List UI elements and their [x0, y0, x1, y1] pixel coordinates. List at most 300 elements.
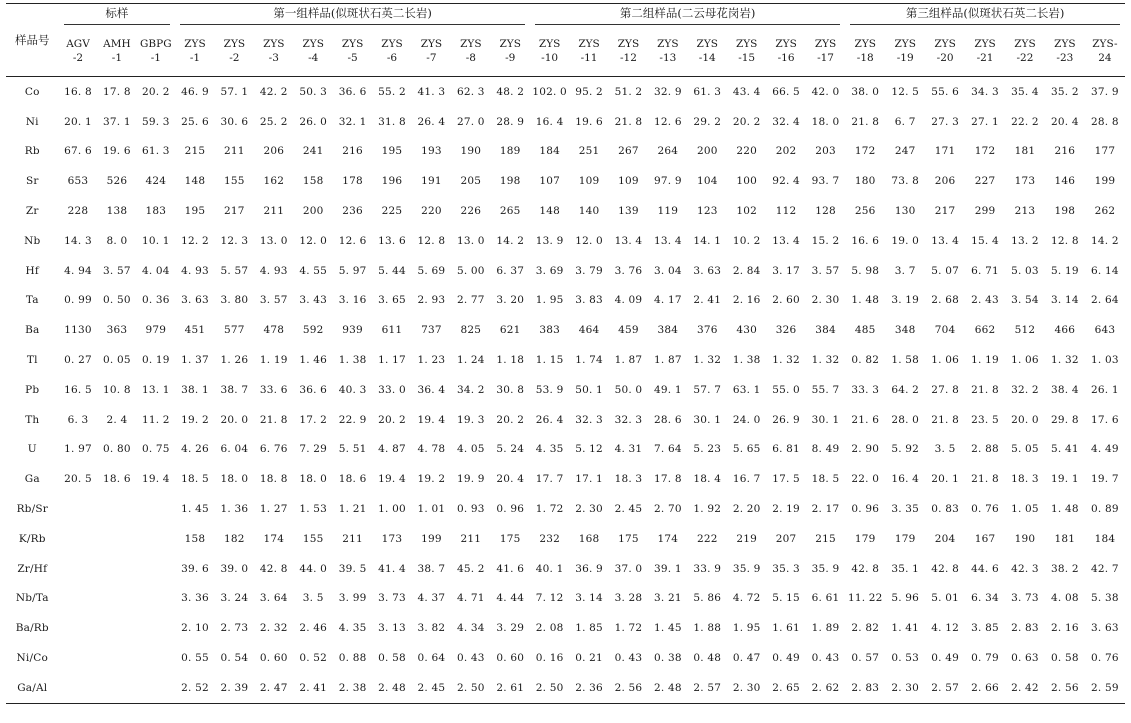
table-cell: 5. 19 — [1051, 264, 1079, 277]
table-cell: 53. 9 — [535, 383, 564, 396]
table-cell: 26. 9 — [772, 413, 800, 426]
table-cell: 55. 0 — [772, 383, 800, 396]
table-cell: 21. 8 — [614, 115, 643, 128]
table-cell: 1. 74 — [575, 354, 603, 367]
table-cell: 19. 2 — [417, 473, 446, 486]
sample-column-header — [215, 26, 254, 77]
table-cell: 10. 1 — [141, 234, 170, 247]
table-cell: 3. 69 — [535, 264, 564, 277]
table-cell: 267 — [618, 145, 639, 158]
table-cell: 18. 3 — [1011, 473, 1039, 486]
table-cell: 24. 0 — [732, 413, 761, 426]
sample-column-header — [372, 26, 411, 77]
table-cell: 42. 2 — [259, 85, 288, 98]
table-cell: 466 — [1054, 324, 1076, 337]
table-cell: 19. 6 — [575, 115, 603, 128]
table-cell: 26. 1 — [1091, 383, 1119, 396]
table-cell: 236 — [342, 205, 363, 218]
table-cell — [97, 643, 136, 673]
table-cell: 2. 30 — [727, 673, 766, 703]
table-cell: 0. 93 — [456, 503, 485, 516]
table-cell: 5. 01 — [931, 592, 959, 605]
table-cell: 73. 8 — [891, 175, 920, 188]
table-cell: 50. 0 — [614, 383, 643, 396]
row-label: Ni — [25, 115, 39, 128]
table-cell: 220 — [421, 205, 442, 218]
table-cell: 39. 6 — [181, 562, 209, 575]
table-cell: 7. 12 — [535, 592, 564, 605]
table-cell: 206 — [934, 175, 956, 188]
table-cell: 2. 83 — [845, 673, 885, 703]
table-cell: 1. 06 — [1011, 354, 1039, 367]
row-label: Nb — [24, 234, 41, 247]
table-cell: 21. 8 — [931, 413, 959, 426]
table-cell: 28. 6 — [654, 413, 682, 426]
table-cell: 7. 64 — [654, 443, 682, 456]
table-cell: 17. 2 — [299, 413, 328, 426]
table-cell: 3. 14 — [1051, 294, 1079, 307]
table-cell: 41. 4 — [378, 562, 406, 575]
table-cell: 37. 1 — [103, 115, 131, 128]
table-cell: 2. 30 — [575, 503, 603, 516]
table-cell: 27. 3 — [931, 115, 959, 128]
table-cell: 0. 57 — [851, 652, 880, 665]
table-cell: 0. 58 — [378, 652, 406, 665]
sample-id-label: ZYS -19 — [894, 38, 916, 64]
row-label: Ga/Al — [6, 673, 59, 703]
table-cell: 2. 36 — [569, 673, 608, 703]
table-cell: 13. 4 — [931, 234, 959, 247]
table-cell: 3. 63 — [181, 294, 209, 307]
table-cell: 459 — [618, 324, 639, 337]
table-cell: 1. 15 — [535, 354, 564, 367]
table-cell: 55. 6 — [931, 85, 959, 98]
table-row — [6, 286, 1125, 316]
table-cell: 16. 7 — [732, 473, 761, 486]
table-cell — [97, 613, 136, 643]
table-cell: 29. 8 — [1051, 413, 1079, 426]
table-cell: 3. 63 — [693, 264, 722, 277]
table-cell: 1. 32 — [693, 354, 722, 367]
table-cell: 2. 50 — [451, 673, 490, 703]
table-cell: 162 — [263, 175, 285, 188]
table-cell: 196 — [381, 175, 403, 188]
table-cell: 17. 7 — [535, 473, 564, 486]
table-cell: 0. 75 — [141, 443, 170, 456]
row-label: Ga — [24, 473, 40, 486]
table-cell: 200 — [302, 205, 324, 218]
table-cell: 39. 5 — [338, 562, 367, 575]
table-cell: 12. 6 — [338, 234, 367, 247]
table-cell: 2. 42 — [1005, 673, 1045, 703]
table-cell: 2. 08 — [535, 622, 564, 635]
table-cell: 3. 04 — [654, 264, 682, 277]
table-cell: 0. 48 — [693, 652, 722, 665]
sample-column-header — [136, 26, 175, 77]
sample-column-header — [293, 26, 332, 77]
table-cell — [136, 524, 175, 554]
table-row — [6, 673, 1125, 703]
table-cell: 22. 9 — [338, 413, 367, 426]
table-cell: 158 — [184, 532, 206, 545]
table-cell: 326 — [775, 324, 797, 337]
table-cell: 33. 9 — [693, 562, 722, 575]
table-cell: 17. 6 — [1091, 413, 1119, 426]
table-cell: 1. 18 — [496, 354, 525, 367]
table-cell: 42. 8 — [851, 562, 880, 575]
row-label: U — [27, 443, 37, 456]
table-cell — [136, 494, 175, 524]
table-cell: 251 — [578, 145, 600, 158]
table-cell: 16. 4 — [535, 115, 564, 128]
table-cell: 27. 8 — [931, 383, 959, 396]
sample-header-row — [6, 26, 1125, 77]
table-cell — [97, 554, 136, 584]
table-cell: 2. 4 — [106, 413, 128, 426]
table-cell: 5. 00 — [456, 264, 485, 277]
table-cell: 19. 4 — [141, 473, 170, 486]
table-cell: 13. 9 — [535, 234, 564, 247]
sample-id-label: ZYS- 24 — [1092, 38, 1118, 64]
table-row — [6, 613, 1125, 643]
table-cell — [97, 584, 136, 614]
table-cell: 0. 99 — [64, 294, 92, 307]
sample-id-label: AGV -2 — [66, 38, 90, 64]
table-cell: 1. 45 — [181, 503, 209, 516]
table-cell: 146 — [1054, 175, 1076, 188]
table-cell — [136, 584, 175, 614]
table-cell: 6. 04 — [220, 443, 249, 456]
table-cell — [136, 643, 175, 673]
table-cell: 16. 8 — [64, 85, 92, 98]
table-cell: 217 — [934, 205, 956, 218]
table-cell: 18. 4 — [693, 473, 722, 486]
table-cell: 1. 23 — [417, 354, 446, 367]
table-cell: 97. 9 — [654, 175, 682, 188]
table-row — [6, 166, 1125, 196]
table-cell: 25. 6 — [181, 115, 209, 128]
table-cell: 11. 2 — [141, 413, 170, 426]
table-cell — [59, 613, 98, 643]
table-cell: 148 — [184, 175, 206, 188]
table-cell: 195 — [381, 145, 403, 158]
table-cell: 13. 2 — [1011, 234, 1039, 247]
sample-column-header — [333, 26, 372, 77]
trace-element-table — [6, 3, 1125, 704]
table-cell: 6. 81 — [772, 443, 800, 456]
table-cell: 3. 83 — [575, 294, 603, 307]
table-cell: 139 — [618, 205, 639, 218]
table-cell: 1. 85 — [575, 622, 603, 635]
table-cell: 5. 41 — [1051, 443, 1079, 456]
table-cell: 167 — [974, 532, 996, 545]
table-cell: 0. 88 — [338, 652, 367, 665]
table-cell: 138 — [106, 205, 128, 218]
table-cell: 5. 24 — [496, 443, 525, 456]
table-cell: 4. 09 — [614, 294, 643, 307]
table-cell: 93. 7 — [811, 175, 840, 188]
table-cell: 216 — [1054, 145, 1076, 158]
sample-column-header — [530, 26, 569, 77]
table-cell: 2. 41 — [693, 294, 722, 307]
table-cell: 20. 2 — [141, 85, 170, 98]
table-row — [6, 524, 1125, 554]
table-cell: 3. 24 — [220, 592, 249, 605]
table-cell: 1. 01 — [417, 503, 446, 516]
table-cell: 2. 64 — [1091, 294, 1119, 307]
table-cell: 1. 58 — [891, 354, 920, 367]
table-cell: 0. 43 — [456, 652, 485, 665]
table-cell: 3. 57 — [811, 264, 840, 277]
table-cell: 2. 45 — [614, 503, 643, 516]
table-cell: 12. 5 — [891, 85, 920, 98]
group-header-4 — [845, 4, 1125, 27]
table-cell: 32. 2 — [1011, 383, 1039, 396]
table-cell: 1. 32 — [772, 354, 800, 367]
table-cell: 6. 71 — [971, 264, 999, 277]
table-cell: 662 — [974, 324, 996, 337]
table-cell: 50. 1 — [575, 383, 603, 396]
table-cell: 3. 14 — [575, 592, 603, 605]
sample-id-label: ZYS -10 — [538, 38, 561, 64]
table-row — [6, 375, 1125, 405]
table-cell: 5. 92 — [891, 443, 920, 456]
table-cell: 20. 4 — [1051, 115, 1079, 128]
table-cell: 1. 21 — [338, 503, 367, 516]
table-cell: 55. 7 — [811, 383, 840, 396]
table-cell: 42. 3 — [1011, 562, 1039, 575]
table-cell: 3. 36 — [181, 592, 209, 605]
table-cell: 4. 55 — [299, 264, 328, 277]
row-label: Ta — [25, 294, 39, 307]
table-cell: 57. 1 — [220, 85, 249, 98]
table-cell: 6. 37 — [496, 264, 525, 277]
table-cell: 4. 34 — [456, 622, 485, 635]
table-cell: 20. 2 — [496, 413, 525, 426]
table-cell: 1. 95 — [535, 294, 564, 307]
table-cell: 0. 55 — [181, 652, 209, 665]
table-cell: 241 — [302, 145, 324, 158]
table-cell: 140 — [578, 205, 600, 218]
sample-column-header — [59, 26, 98, 77]
table-cell: 577 — [224, 324, 245, 337]
table-cell: 4. 87 — [378, 443, 406, 456]
table-cell: 653 — [67, 175, 89, 188]
group-header-2 — [175, 4, 530, 27]
table-cell: 30. 1 — [811, 413, 840, 426]
table-cell: 0. 58 — [1051, 652, 1079, 665]
table-cell: 2. 32 — [259, 622, 288, 635]
table-cell: 1. 19 — [971, 354, 999, 367]
table-cell: 19. 1 — [1051, 473, 1079, 486]
row-label: Co — [24, 85, 40, 98]
table-cell: 95. 2 — [575, 85, 603, 98]
table-cell: 2. 57 — [688, 673, 727, 703]
table-cell: 10. 8 — [103, 383, 131, 396]
table-cell: 18. 6 — [103, 473, 131, 486]
table-cell: 0. 89 — [1091, 503, 1119, 516]
table-cell: 0. 43 — [614, 652, 643, 665]
table-row — [6, 345, 1125, 375]
table-cell: 36. 6 — [299, 383, 328, 396]
table-cell: 2. 39 — [215, 673, 254, 703]
sample-id-label: ZYS -18 — [854, 38, 876, 64]
table-cell: 8. 49 — [811, 443, 840, 456]
table-cell: 3. 80 — [220, 294, 249, 307]
table-cell: 2. 70 — [654, 503, 682, 516]
table-cell: 0. 60 — [496, 652, 525, 665]
sample-column-header — [491, 26, 530, 77]
table-cell — [59, 524, 98, 554]
table-row — [6, 256, 1125, 286]
table-cell: 202 — [775, 145, 797, 158]
table-cell: 36. 4 — [417, 383, 446, 396]
table-cell: 13. 4 — [772, 234, 800, 247]
table-cell: 3. 43 — [299, 294, 328, 307]
table-cell: 19. 2 — [181, 413, 209, 426]
table-cell: 173 — [1014, 175, 1036, 188]
table-cell: 0. 50 — [103, 294, 131, 307]
table-cell: 2. 56 — [609, 673, 648, 703]
table-cell: 191 — [421, 175, 442, 188]
table-cell: 59. 3 — [141, 115, 170, 128]
table-cell: 262 — [1094, 205, 1116, 218]
table-cell: 18. 0 — [811, 115, 840, 128]
row-label: Nb/Ta — [15, 592, 49, 605]
table-cell: 5. 65 — [732, 443, 761, 456]
table-cell: 621 — [499, 324, 521, 337]
table-cell: 66. 5 — [772, 85, 800, 98]
table-cell: 2. 45 — [412, 673, 451, 703]
table-cell: 2. 41 — [293, 673, 332, 703]
table-cell: 14. 3 — [64, 234, 92, 247]
table-cell: 12. 0 — [575, 234, 603, 247]
table-row — [6, 405, 1125, 435]
table-cell: 41. 3 — [417, 85, 446, 98]
table-cell: 20. 1 — [64, 115, 92, 128]
table-cell: 64. 2 — [891, 383, 920, 396]
table-cell: 1. 72 — [614, 622, 643, 635]
table-cell: 5. 15 — [772, 592, 800, 605]
sample-column-header — [727, 26, 766, 77]
table-cell: 32. 3 — [575, 413, 603, 426]
table-cell: 0. 16 — [535, 652, 564, 665]
table-cell: 232 — [539, 532, 560, 545]
table-row — [6, 226, 1125, 256]
table-cell: 32. 1 — [338, 115, 367, 128]
table-cell: 19. 4 — [417, 413, 446, 426]
table-cell: 4. 94 — [64, 264, 92, 277]
table-cell: 38. 2 — [1051, 562, 1079, 575]
table-cell: 26. 4 — [417, 115, 446, 128]
table-cell: 0. 79 — [971, 652, 999, 665]
table-cell: 128 — [815, 205, 836, 218]
table-cell: 130 — [894, 205, 916, 218]
table-cell: 2. 61 — [491, 673, 530, 703]
table-cell: 55. 2 — [378, 85, 406, 98]
table-cell: 3. 82 — [417, 622, 446, 635]
table-header — [6, 4, 1125, 77]
table-cell: 16. 6 — [851, 234, 880, 247]
table-cell — [97, 673, 136, 703]
table-cell: 3. 19 — [891, 294, 920, 307]
table-cell: 33. 6 — [259, 383, 288, 396]
table-cell: 34. 2 — [456, 383, 485, 396]
table-cell: 172 — [974, 145, 996, 158]
table-cell: 5. 69 — [417, 264, 446, 277]
table-cell: 36. 9 — [575, 562, 603, 575]
sample-id-label: ZYS -17 — [814, 38, 837, 64]
sample-column-header — [1045, 26, 1085, 77]
table-cell: 1. 32 — [1051, 354, 1079, 367]
table-cell: 27. 0 — [456, 115, 485, 128]
table-cell: 4. 93 — [181, 264, 209, 277]
table-cell: 195 — [184, 205, 206, 218]
table-row — [6, 464, 1125, 494]
table-cell: 198 — [499, 175, 521, 188]
table-cell: 2. 48 — [648, 673, 687, 703]
row-label: Zr — [25, 205, 39, 218]
table-cell: 175 — [618, 532, 639, 545]
table-cell: 3. 57 — [259, 294, 288, 307]
table-cell: 348 — [894, 324, 916, 337]
sample-id-label: ZYS -22 — [1014, 38, 1036, 64]
table-cell: 4. 49 — [1091, 443, 1119, 456]
table-cell: 21. 8 — [971, 473, 999, 486]
table-cell: 0. 52 — [299, 652, 328, 665]
table-cell: 13. 0 — [259, 234, 288, 247]
table-cell: 18. 8 — [259, 473, 288, 486]
table-cell: 1130 — [64, 324, 92, 337]
table-cell: 12. 8 — [1051, 234, 1079, 247]
table-cell: 29. 2 — [693, 115, 722, 128]
sample-id-label: GBPG -1 — [140, 38, 172, 64]
table-cell: 216 — [342, 145, 363, 158]
sample-id-label: ZYS -16 — [775, 38, 797, 64]
sample-column-header — [1085, 26, 1125, 77]
table-cell: 485 — [854, 324, 876, 337]
row-label: Tl — [26, 354, 38, 367]
table-row — [6, 435, 1125, 465]
table-cell: 5. 12 — [575, 443, 603, 456]
table-row — [6, 643, 1125, 673]
table-body — [6, 77, 1125, 704]
row-label: Hf — [25, 264, 39, 277]
table-cell: 3. 21 — [654, 592, 682, 605]
table-cell: 2. 47 — [254, 673, 293, 703]
sample-column-header — [569, 26, 608, 77]
table-cell: 1. 61 — [772, 622, 800, 635]
table-cell: 12. 6 — [654, 115, 682, 128]
table-cell: 40. 3 — [338, 383, 367, 396]
table-cell: 219 — [736, 532, 757, 545]
table-cell: 225 — [381, 205, 403, 218]
table-cell: 704 — [934, 324, 956, 337]
table-cell — [136, 554, 175, 584]
table-cell: 173 — [381, 532, 403, 545]
table-cell: 104 — [696, 175, 718, 188]
geochem-table-container — [6, 3, 1125, 704]
table-cell: 13. 4 — [614, 234, 643, 247]
table-cell: 592 — [302, 324, 324, 337]
table-cell: 26. 0 — [299, 115, 328, 128]
table-cell: 2. 20 — [732, 503, 761, 516]
table-cell: 211 — [342, 532, 363, 545]
table-cell: 1. 53 — [299, 503, 328, 516]
table-cell: 384 — [657, 324, 679, 337]
table-cell: 18. 0 — [299, 473, 328, 486]
table-cell: 18. 5 — [181, 473, 209, 486]
